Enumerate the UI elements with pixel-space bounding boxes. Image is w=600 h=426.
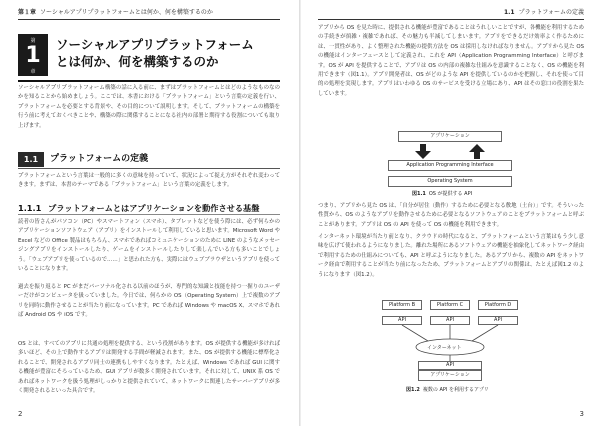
running-head-rule (18, 19, 280, 20)
fig1-caption-number: 図1.1 (412, 191, 426, 197)
subsection-title: プラットフォームとはアプリケーションを動作させる基盤 (48, 203, 260, 213)
fig2-caption-number: 図1.2 (406, 387, 420, 393)
fig2-platform-c: Platform C (430, 300, 470, 310)
running-head-title: ソーシャルアプリプラットフォームとは何か、何を構築するのか (40, 9, 213, 16)
subsection-number: 1.1.1 (18, 203, 42, 213)
fig1-caption-text: OS が提供する API (428, 191, 473, 197)
chapter-badge-number: 1 (25, 43, 41, 68)
chapter-title-rule (18, 80, 280, 82)
right-running-head-rule (318, 19, 584, 20)
chapter-title-line-1: ソーシャルアプリプラットフォーム (56, 37, 254, 52)
chapter-badge (18, 34, 48, 76)
left-page-number: 2 (18, 410, 23, 418)
fig1-app-box: アプリケーション (398, 131, 502, 142)
fig2-api-b: API (382, 316, 422, 325)
fig2-internet-label: インターネット (427, 345, 462, 351)
right-running-head (504, 7, 584, 16)
fig2-api-d: API (478, 316, 518, 325)
left-running-head (18, 7, 213, 16)
body-paragraph-2: 過去を振り返ると PC がまだパーソナル化される以前のほうが、専門的な知識と技能を持つ一握りのユーザーだけがコンピュータを扱っていました。今日では、何らかの OS（Operating System）上で複数のアプリを同時に動作させることが当たり前になっています。PC であれば Windows や macOS X、スマホであれば Android OS や iOS です。 (18, 284, 280, 319)
left-page (0, 0, 298, 426)
section-heading (18, 152, 280, 167)
fig2-platform-d: Platform D (478, 300, 518, 310)
gutter-fold (299, 0, 301, 426)
section-number: 1.1 (18, 152, 44, 167)
fig2-platform-b: Platform B (382, 300, 422, 310)
chapter-title (56, 36, 254, 70)
section-rule (18, 168, 280, 169)
running-head-section-title: プラットフォームの定義 (518, 9, 584, 16)
fig2-caption-text: 複数の API を利用するアプリ (422, 387, 489, 393)
fig1-caption (412, 190, 472, 197)
running-head-chapter: 第１章 (18, 9, 37, 16)
body-paragraph-1: 読者の皆さんがパソコン（PC）やスマートフォン（スマホ）、タブレットなどを使う際には、必ず何らかのアプリケーションソフトウェア（アプリ）をインストールして利用していると思います。Microsoft Word や Excel などの Office 製品はもちろん、スマホであればコミュニケーションのために LINE のようなメッセージングアプリをインストールしたり、ゲームをインストールしたりして楽しんでいる方も多いことでしょう。「ウェブアプリを使っているので……」と思われた方も、実際にはウェブブラウザというアプリを使っていることになります。 (18, 219, 280, 273)
fig1-down-arrow-icon (415, 144, 431, 159)
right-middle-paragraph-1: つまり、アプリから見た OS は、「自分が居住（動作）するために必要となる敷地（土台）」です。そういった性質から、OS のようなアプリを動作させるために必要となるソフトウェアのことをプラットフォームと呼ぶことがあります。アプリは OS の API を使って OS の機能を利用できます。 (318, 203, 584, 228)
section-paragraph: プラットフォームという言葉は一般的に多くの意味を持っていて、状況によって捉え方がそれぞれ変わってきます。まずは、本書のテーマである「プラットフォーム」という言葉の定義をします。 (18, 173, 280, 189)
right-top-paragraph: アプリから OS を見た時に、提供される機能が豊富であることはうれしいことですが、各機能を利用するための手続きが煩雑・複雑であれば、その魅力も半減してしまいます。アプリをできるだけ効率よく作るためには、一貫性があり、よく整理された機能の提供方法を OS は採用しなければなりません。アプリから見た OS の機能はインターフェースとして定義され、これを API（Application Programming Interface）と呼びます。OS が API を提供することで、アプリは OS の内部の複雑な仕組みを意識することなく、OS の機能を利用できます（図1.1）。アプリ開発者は、OS がどのような API を提供しているのかを把握し、それを使って目的の処理を実現します。アプリはいわゆる OS のサービスを受ける立場にあり、API はその窓口の役割を果たしています。 (318, 25, 584, 97)
fig1-up-arrow-icon (469, 144, 485, 159)
right-middle-paragraph-2: インターネット環境が当たり前となり、クラウドの時代になると、プラットフォームという言葉はもう少し意味を広げて使われるようになりました。離れた場所にあるソフトウェアの機能を抽象化してネットワーク経由で利用するための仕組みについても、API と呼ぶようになりました。あるアプリから、複数の API をネットワーク経由で利用することが当たり前になったため、プラットフォームとアプリの関係は、たとえば図1.2 のようになります（図1.2）。 (318, 234, 584, 278)
right-page (302, 0, 600, 426)
body-paragraph-3: OS とは、すべてのアプリに共通の処理を提供する、という役割があります。OS が提供する機能が多ければ多いほど、その上で動作するアプリは開発する手間が軽減されます。また、OS が提供する機能に標準化されることで、開発されるアプリ同士の連携もしやすくなります。たとえば、Windows であれば GUI に関する機能が豊富にそろっているため、GUI アプリが数多く開発されています。それに対して、UNIX 系 OS であればネットワークを扱う処理がしっかりと提供されていて、ネットワークに関連したサーバーアプリが多く開発されるといった具合です。 (18, 341, 280, 395)
intro-paragraph: ソーシャルアプリプラットフォーム構築の話に入る前に、まずはプラットフォームとはどのようなものなのかを知ることから始めましょう。ここでは、本書における「プラットフォーム」という言葉の定義を行い、プラットフォームを必要とする背景や、その目的について説明します。そして、プラットフォームの構築を行う前に考えておくべきことや、構築の際に関係することになる社内の部署と期待する役割についても取り上げます。 (18, 85, 280, 129)
subsection-rule (18, 214, 280, 215)
fig1-os-box: Operating System (388, 176, 512, 187)
fig2-caption (406, 386, 489, 393)
fig1-arrows (414, 144, 486, 159)
fig1-api-box: Application Programming Interface (388, 160, 512, 171)
chapter-badge-suffix: 章 (30, 69, 36, 75)
fig2-api-c: API (430, 316, 470, 325)
section-title: プラットフォームの定義 (50, 154, 149, 164)
fig2-api-app: API (418, 361, 482, 370)
subsection-heading (18, 203, 259, 214)
chapter-title-line-2: とは何か、何を構築するのか (56, 54, 219, 69)
running-head-number: 1.1 (503, 9, 515, 16)
fig2-app-box: アプリケーション (418, 370, 482, 381)
right-page-number: 3 (579, 410, 584, 418)
chapter-badge-prefix: 第 (30, 38, 36, 44)
